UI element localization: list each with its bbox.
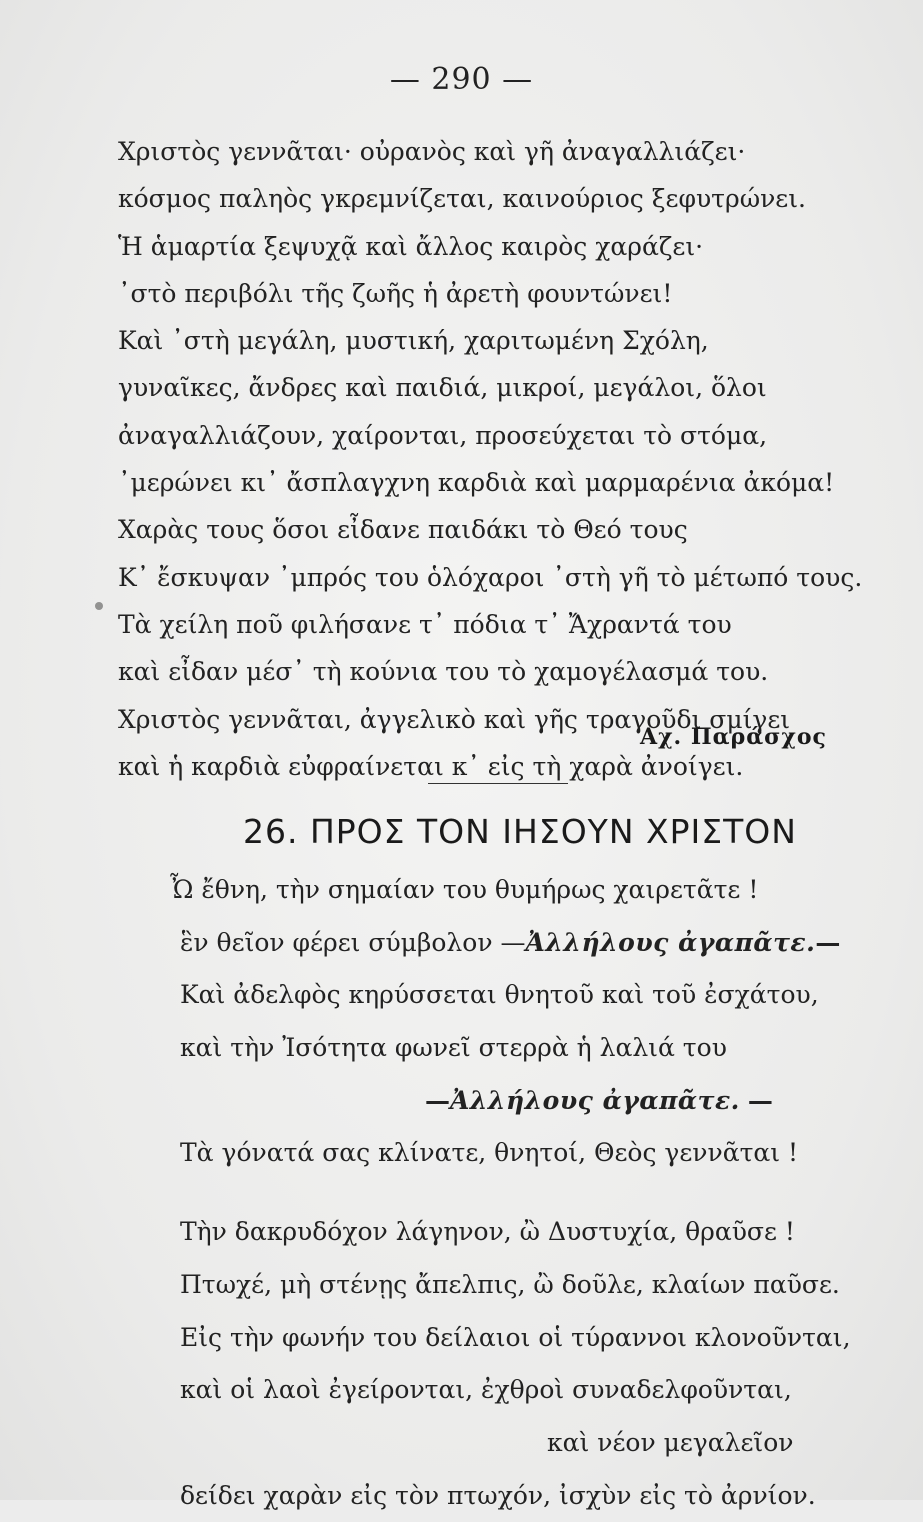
poem-line: ᾽στὸ περιβόλι τῆς ζωῆς ἡ ἀρετὴ φουντώνει! [118, 278, 673, 308]
refrain-dash: — [425, 1085, 450, 1115]
poem-second [172, 864, 892, 1522]
poem-line: καὶ εἶδαν μέσ᾽ τὴ κούνια του τὸ χαμογέλασμά του. [118, 657, 769, 687]
refrain-text: Ἀλλήλους ἀγαπᾶτε. [525, 927, 816, 957]
poem-line: Χαρὰς τους ὅσοι εἶδανε παιδάκι τὸ Θεό τους [118, 515, 688, 545]
stanza-gap [172, 1180, 892, 1206]
poem-line: Καὶ ᾽στὴ μεγάλη, μυστική, χαριτωμένη Σχόλη, [118, 326, 709, 356]
poem-line: Καὶ ἀδελφὸς κηρύσσεται θνητοῦ καὶ τοῦ ἐσχάτου, [180, 980, 819, 1010]
poem-line: καὶ τὴν Ἰσότητα φωνεῖ στερρὰ ἡ λαλιά του [180, 1033, 727, 1063]
refrain-text: Ἀλλήλους ἀγαπᾶτε. [450, 1085, 740, 1115]
poem-line: κόσμος παληὸς γκρεμνίζεται, καινούριος ξεφυτρώνει. [118, 184, 806, 214]
poem-line: ᾽μερώνει κι᾽ ἄσπλαγχνη καρδιὰ καὶ μαρμαρένια ἀκόμα! [118, 468, 835, 498]
section-divider [428, 783, 568, 784]
poem-line: Εἰς τὴν φωνήν του δείλαιοι οἱ τύραννοι κλονοῦνται, [180, 1322, 851, 1352]
poem-line: Κ᾽ ἔσκυψαν ᾽μπρός του ὁλόχαροι ᾽στὴ γῆ τὸ μέτωπό τους. [118, 562, 863, 592]
poem-line: Τὰ γόνατά σας κλίνατε, θνητοί, Θεὸς γεννᾶται ! [180, 1138, 799, 1168]
poem-line: ἀναγαλλιάζουν, χαίρονται, προσεύχεται τὸ στόμα, [118, 420, 768, 450]
poem-line: Πτωχέ, μὴ στένῃς ἄπελπις, ὢ δοῦλε, κλαίων παῦσε. [180, 1269, 840, 1299]
poem-line-refrain-1 [172, 917, 892, 970]
refrain-dash: — [747, 1085, 773, 1115]
page-number: — 290 — [389, 62, 534, 97]
ink-speck [95, 602, 103, 610]
poem-first [118, 128, 878, 790]
poem-line: δείδει χαρὰν εἰς τὸν πτωχόν, ἰσχὺν εἰς τὸ ἀρνίον. [180, 1480, 816, 1510]
poem-line: Ἡ ἁμαρτία ξεψυχᾷ καὶ ἄλλος καιρὸς χαράζει· [118, 231, 704, 261]
poem-line: καὶ νέον μεγαλεῖον [547, 1427, 794, 1457]
poem-line: Χριστὸς γεννᾶται, ἀγγελικὸ καὶ γῆς τραγοῦδι σμίγει [118, 704, 791, 734]
poem-line: Τὰ χείλη ποῦ φιλήσανε τ᾽ πόδια τ᾽ Ἄχραντά του [118, 609, 732, 639]
line-text: ἓν θεῖον φέρει σύμβολον — [180, 927, 526, 957]
poem-line-refrain-2 [172, 1075, 892, 1128]
refrain-dash: — [815, 927, 841, 957]
poem-line: Τὴν δακρυδόχον λάγηνον, ὢ Δυστυχία, θραῦσε ! [180, 1217, 795, 1247]
poem-line: γυναῖκες, ἄνδρες καὶ παιδιά, μικροί, μεγάλοι, ὅλοι [118, 373, 767, 403]
poem-author: Αχ. Παράσχος [640, 724, 827, 750]
section-title: 26. ΠΡΟΣ ΤΟΝ ΙΗΣΟΥΝ ΧΡΙΣΤΟΝ [243, 812, 797, 851]
poem-line: Ὦ ἔθνη, τὴν σημαίαν του θυμήρως χαιρετᾶτε ! [170, 875, 759, 904]
poem-line: Χριστὸς γεννᾶται· οὐρανὸς καὶ γῆ ἀναγαλλιάζει· [118, 137, 746, 166]
poem-line: καὶ ἡ καρδιὰ εὐφραίνεται κ᾽ εἰς τὴ χαρὰ ἀνοίγει. [118, 751, 744, 781]
poem-line: καὶ οἱ λαοὶ ἐγείρονται, ἐχθροὶ συναδελφοῦνται, [180, 1375, 792, 1405]
